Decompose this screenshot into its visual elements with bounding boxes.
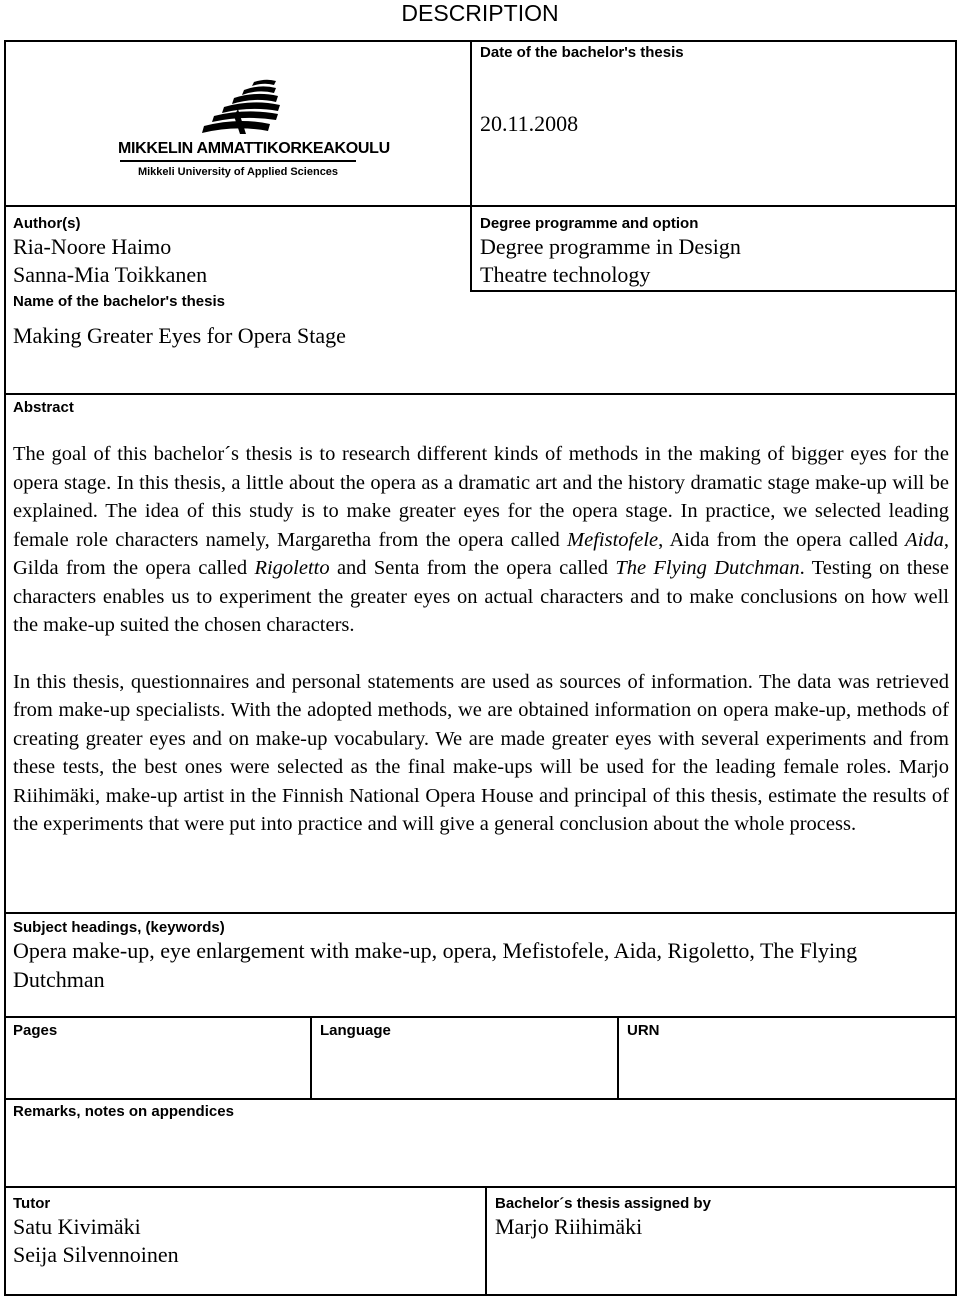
abstract-paragraph-2: In this thesis, questionnaires and personal statements are used as sources of information. The data was retrieved from make-up specialists. With the adopted methods, we are obtained information on opera make-up, methods of creating greater eyes and on make-up vocabulary. We are made greater eyes with several experiments and from these tests, the best ones were selected as the final make-ups will be used for the leading female roles. Marjo Riihimäki, make-up artist in the Finnish National Opera House and principal of this thesis, estimate the results of the experiments that were put into practice and will give a general conclusion about the whole process.	[13, 670, 949, 835]
logo-underline	[120, 160, 356, 162]
date-label: Date of the bachelor's thesis	[480, 44, 684, 61]
degree-option: Theatre technology	[480, 262, 651, 287]
abstract-paragraph-1: The goal of this bachelor´s thesis is to research different kinds of methods in the making of bigger eyes for the opera stage. In this thesis, a little about the opera as a dramatic art and the history dramatic stage make-up will be explained. The idea of this study is to make greater eyes for the opera stage. In practice, we selected leading female role characters namely, Margaretha from the opera called Mefistofele, Aida from the opera called Aida, Gilda from the opera called Rigoletto and Senta from the opera called The Flying Dutchman. Testing on these characters enables us to experiment the greater eyes on actual characters and to make conclusions on how well the make-up suited the chosen characters.	[13, 443, 950, 636]
pages-label: Pages	[13, 1022, 58, 1039]
degree-label: Degree programme and option	[480, 215, 699, 232]
assigned-by-label: Bachelor´s thesis assigned by	[495, 1195, 711, 1212]
thesis-name-label: Name of the bachelor's thesis	[13, 293, 225, 310]
logo-emblem-icon	[118, 76, 358, 146]
tutor-name-2: Seija Silvennoinen	[13, 1242, 179, 1267]
degree-programme: Degree programme in Design	[480, 234, 741, 259]
university-logo	[118, 76, 390, 186]
logo-institution-subtitle: Mikkeli University of Applied Sciences	[137, 166, 339, 178]
assigned-by-value: Marjo Riihimäki	[495, 1214, 643, 1239]
keywords-value: Opera make-up, eye enlargement with make-up, opera, Mefistofele, Aida, Rigoletto, The Flying Dutchman	[13, 938, 858, 992]
tutor-divider	[485, 1186, 487, 1296]
meta-section	[4, 1016, 957, 1100]
abstract-body	[13, 440, 949, 839]
thesis-name-value: Making Greater Eyes for Opera Stage	[13, 323, 346, 348]
document-title: DESCRIPTION	[401, 0, 559, 26]
author-name-2: Sanna-Mia Toikkanen	[13, 262, 208, 287]
author-name-1: Ria-Noore Haimo	[13, 234, 172, 259]
remarks-label: Remarks, notes on appendices	[13, 1103, 234, 1120]
degree-bottom-line	[470, 290, 957, 292]
header-row-divider-right	[470, 205, 957, 207]
language-label: Language	[320, 1022, 391, 1039]
logo-institution-name: MIKKELIN AMMATTIKORKEAKOULU	[118, 140, 390, 157]
author-label: Author(s)	[13, 215, 81, 232]
abstract-label: Abstract	[13, 399, 74, 416]
meta-divider-2	[617, 1016, 619, 1100]
keywords-label: Subject headings, (keywords)	[13, 919, 225, 936]
meta-divider-1	[310, 1016, 312, 1100]
header-divider	[470, 40, 472, 292]
urn-label: URN	[627, 1022, 660, 1039]
header-row-divider-left	[4, 205, 472, 207]
date-value: 20.11.2008	[480, 111, 579, 136]
tutor-name-1: Satu Kivimäki	[13, 1214, 141, 1239]
tutor-label: Tutor	[13, 1195, 51, 1212]
